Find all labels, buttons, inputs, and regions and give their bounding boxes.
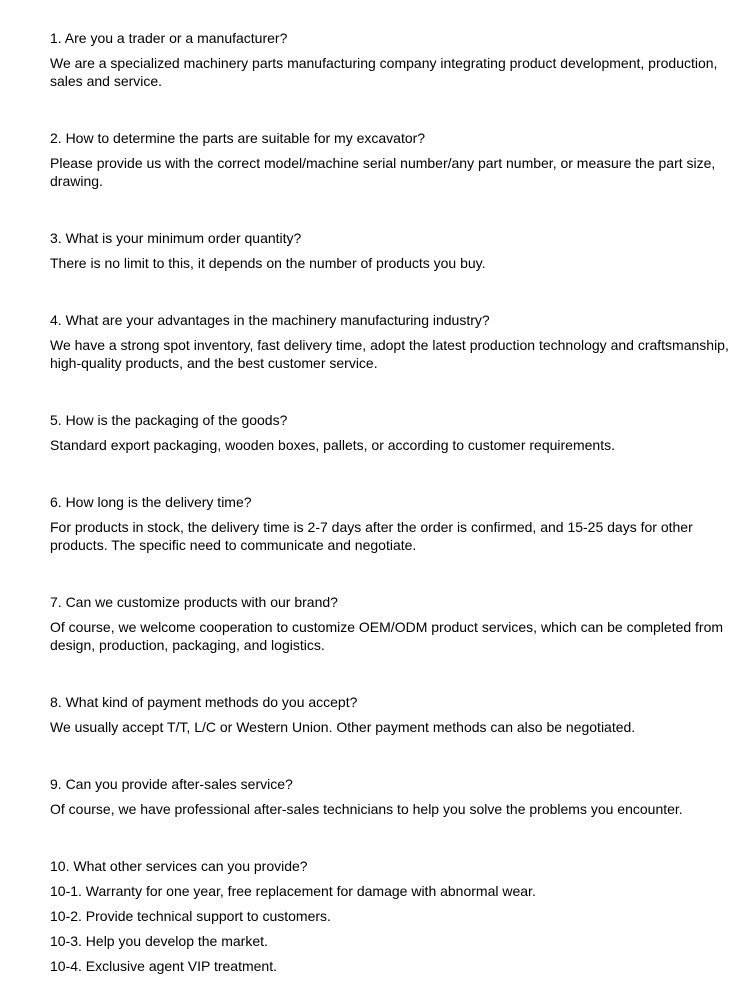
faq-answer: Please provide us with the correct model/machine serial number/any part number, or measure the part size, drawing. — [50, 155, 716, 189]
faq-item-1 — [50, 29, 730, 90]
faq-question: 7. Can we customize products with our brand? — [50, 594, 338, 610]
faq-answer: Standard export packaging, wooden boxes, pallets, or according to customer requirements. — [50, 437, 615, 453]
faq-question: 9. Can you provide after-sales service? — [50, 776, 293, 792]
faq-question: 8. What kind of payment methods do you accept? — [50, 694, 358, 710]
faq-answer: Of course, we welcome cooperation to customize OEM/ODM product services, which can be completed from design, production, packaging, and logistics. — [50, 619, 724, 653]
faq-item-6 — [50, 493, 730, 554]
faq-answer-line: 10-4. Exclusive agent VIP treatment. — [50, 958, 277, 974]
faq-question: 6. How long is the delivery time? — [50, 494, 252, 510]
faq-question: 2. How to determine the parts are suitable for my excavator? — [50, 130, 426, 146]
faq-answer: We have a strong spot inventory, fast delivery time, adopt the latest production technology and craftsmanship, high-quality products, and the best customer service. — [50, 337, 729, 371]
faq-answer: We usually accept T/T, L/C or Western Union. Other payment methods can also be negotiated. — [50, 719, 636, 735]
faq-answer: There is no limit to this, it depends on the number of products you buy. — [50, 255, 486, 271]
faq-item-4 — [50, 311, 730, 372]
faq-answer: Of course, we have professional after-sales technicians to help you solve the problems you encounter. — [50, 801, 683, 817]
faq-question: 5. How is the packaging of the goods? — [50, 412, 288, 428]
faq-question: 10. What other services can you provide? — [50, 858, 308, 874]
faq-list — [50, 29, 730, 982]
faq-answer-line: 10-1. Warranty for one year, free replacement for damage with abnormal wear. — [50, 883, 536, 899]
faq-question: 1. Are you a trader or a manufacturer? — [50, 30, 288, 46]
faq-item-5 — [50, 411, 730, 454]
faq-question: 4. What are your advantages in the machinery manufacturing industry? — [50, 312, 490, 328]
faq-item-9 — [50, 775, 730, 818]
faq-answer-line: 10-2. Provide technical support to customers. — [50, 908, 331, 924]
faq-item-10 — [50, 857, 730, 975]
faq-item-2 — [50, 129, 730, 190]
faq-answer: For products in stock, the delivery time is 2-7 days after the order is confirmed, and 15-25 days for other products. The specific need to communicate and negotiate. — [50, 519, 693, 553]
faq-answer-line: 10-3. Help you develop the market. — [50, 933, 268, 949]
faq-item-7 — [50, 593, 730, 654]
faq-item-8 — [50, 693, 730, 736]
faq-question: 3. What is your minimum order quantity? — [50, 230, 302, 246]
faq-answer: We are a specialized machinery parts manufacturing company integrating product development, production, sales and service. — [50, 55, 718, 89]
faq-item-3 — [50, 229, 730, 272]
